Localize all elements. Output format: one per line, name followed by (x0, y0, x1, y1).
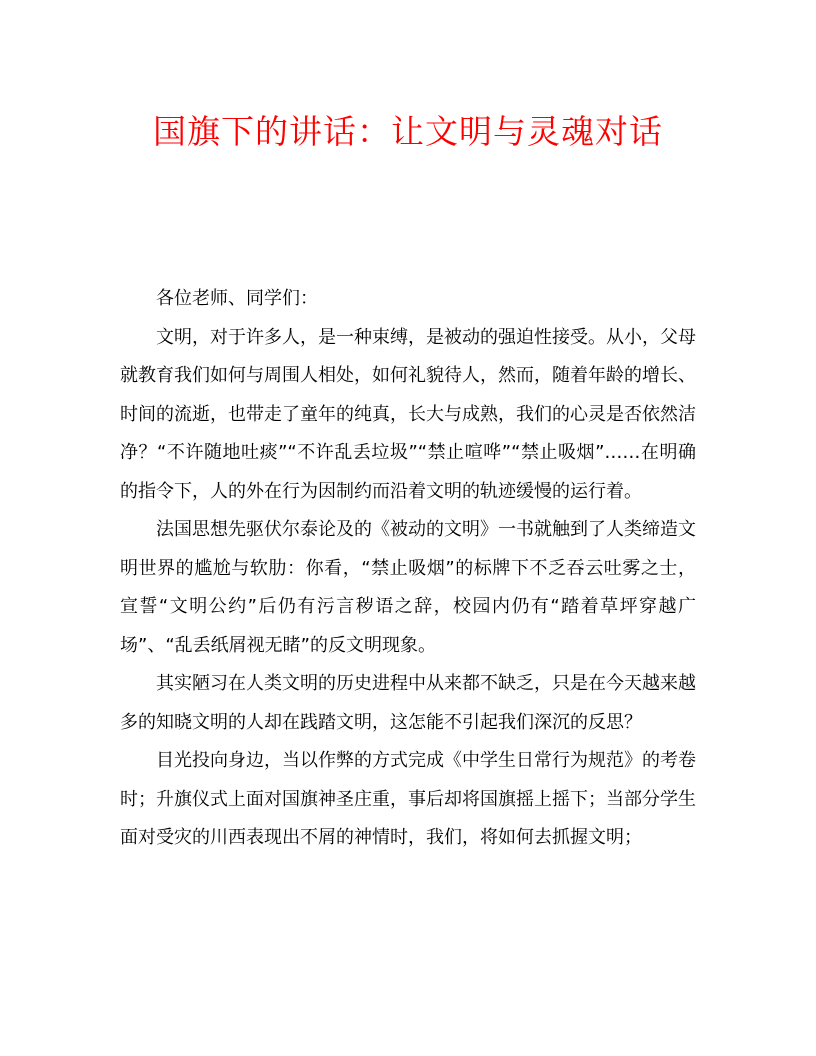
document-title: 国旗下的讲话：让文明与灵魂对话 (153, 112, 663, 151)
paragraph: 法国思想先驱伏尔泰论及的《被动的文明》一书就触到了人类缔造文明世界的尴尬与软肋：你看，“禁止吸烟”的标牌下不乏吞云吐雾之士，宣誓“文明公约”后仍有污言秽语之辞，校园内仍有“踏着草坪穿越广场”、“乱丢纸屑视无睹”的反文明现象。 (120, 519, 696, 656)
paragraph: 目光投向身边，当以作弊的方式完成《中学生日常行为规范》的考卷时；升旗仪式上面对国旗神圣庄重，事后却将国旗摇上摇下；当部分学生面对受灾的川西表现出不屑的神情时，我们，将如何去抓握文明； (120, 750, 696, 848)
paragraph: 文明，对于许多人，是一种束缚，是被动的强迫性接受。从小，父母就教育我们如何与周围人相处，如何礼貌待人，然而，随着年龄的增长、时间的流逝，也带走了童年的纯真，长大与成熟，我们的心灵是否依然洁净？“不许随地吐痰”“不许乱丢垃圾”“禁止喧哗”“禁止吸烟”……在明确的指令下，人的外在行为因制约而沿着文明的轨迹缓慢的运行着。 (120, 326, 696, 502)
salutation: 各位老师、同学们： (156, 288, 318, 309)
paragraph: 其实陋习在人类文明的历史进程中从来都不缺乏，只是在今天越来越多的知晓文明的人却在践踏文明，这怎能不引起我们深沉的反思？ (120, 673, 696, 733)
document-body (120, 280, 696, 858)
